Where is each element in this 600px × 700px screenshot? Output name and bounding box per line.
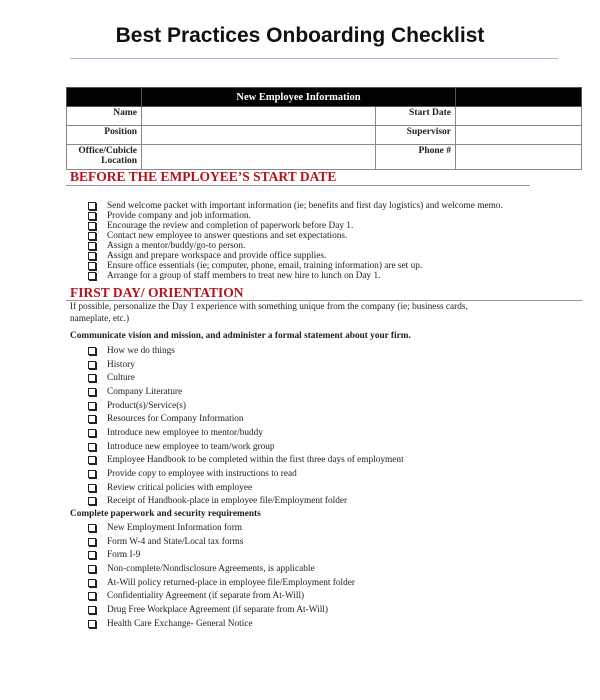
checklist-item-label: Employee Handbook to be completed within the first three days of employment	[107, 455, 404, 466]
checklist-item	[88, 426, 404, 440]
checklist-item-label: Review critical policies with employee	[107, 482, 253, 493]
checklist-item	[88, 617, 355, 631]
checklist-item	[88, 251, 503, 261]
checklist-item-label: Resources for Company Information	[107, 414, 244, 425]
page-title: Best Practices Onboarding Checklist	[115, 24, 485, 47]
checklist-item-label: Form I-9	[107, 550, 141, 561]
communicate-list	[88, 344, 404, 508]
checklist-item-label: Product(s)/Service(s)	[107, 400, 187, 411]
supervisor-field[interactable]	[456, 126, 582, 145]
checkbox-icon[interactable]	[88, 620, 96, 628]
first-day-heading: FIRST DAY/ ORIENTATION	[70, 285, 244, 300]
checklist-item	[88, 221, 503, 231]
checklist-item	[88, 440, 404, 454]
checklist-item-label: History	[107, 359, 135, 370]
checklist-item	[88, 385, 404, 399]
position-label: Position	[67, 126, 142, 145]
first-day-intro: If possible, personalize the Day 1 experience with something unique from the company (ie; business cards, nameplate, etc.)	[70, 302, 468, 324]
title-divider	[70, 58, 558, 59]
checkbox-icon[interactable]	[88, 443, 96, 451]
checklist-item	[88, 521, 355, 535]
checklist-item	[88, 231, 503, 241]
checkbox-icon[interactable]	[88, 524, 96, 532]
checklist-item-label: Provide copy to employee with instructions to read	[107, 469, 297, 480]
checkbox-icon[interactable]	[88, 606, 96, 614]
section-divider	[66, 185, 530, 186]
checklist-item-label: Receipt of Handbook-place in employee file/Employment folder	[107, 496, 348, 507]
checklist-item	[88, 535, 355, 549]
checklist-item	[88, 589, 355, 603]
before-start-heading: BEFORE THE EMPLOYEE’S START DATE	[70, 169, 337, 184]
checklist-item	[88, 481, 404, 495]
checkbox-icon[interactable]	[88, 232, 96, 240]
checkbox-icon[interactable]	[88, 429, 96, 437]
before-start-list	[88, 201, 503, 281]
checklist-item	[88, 562, 355, 576]
checklist-item-label: Assign and prepare workspace and provide office supplies.	[107, 251, 327, 261]
checkbox-icon[interactable]	[88, 456, 96, 464]
checklist-item	[88, 261, 503, 271]
checklist-item-label: Arrange for a group of staff members to treat new hire to lunch on Day 1.	[107, 271, 381, 281]
checklist-item	[88, 576, 355, 590]
checkbox-icon[interactable]	[88, 252, 96, 260]
checklist-item-label: Drug Free Workplace Agreement (if separate from At-Will)	[107, 604, 328, 615]
checkbox-icon[interactable]	[88, 388, 96, 396]
checklist-item-label: Company Literature	[107, 386, 183, 397]
checklist-item-label: Encourage the review and completion of paperwork before Day 1.	[107, 221, 354, 231]
office-field[interactable]	[142, 145, 376, 170]
checkbox-icon[interactable]	[88, 551, 96, 559]
checkbox-icon[interactable]	[88, 262, 96, 270]
checklist-item-label: Introduce new employee to team/work group	[107, 441, 275, 452]
checkbox-icon[interactable]	[88, 497, 96, 505]
paperwork-label: Complete paperwork and security requirements	[70, 509, 261, 519]
checklist-item-label: Form W-4 and State/Local tax forms	[107, 536, 244, 547]
checkbox-icon[interactable]	[88, 565, 96, 573]
checklist-item-label: Send welcome packet with important information (ie; benefits and first day logistics) and welcome memo.	[107, 201, 503, 211]
start-date-field[interactable]	[456, 107, 582, 126]
checkbox-icon[interactable]	[88, 579, 96, 587]
employee-info-table	[66, 87, 582, 170]
checklist-item	[88, 271, 503, 281]
checkbox-icon[interactable]	[88, 202, 96, 210]
checklist-item	[88, 603, 355, 617]
checklist-item	[88, 201, 503, 211]
table-header: New Employee Information	[142, 88, 456, 107]
checklist-item-label: Provide company and job information.	[107, 211, 251, 221]
checklist-item-label: Assign a mentor/buddy/go-to person.	[107, 241, 246, 251]
checklist-item-label: New Employment Information form	[107, 522, 243, 533]
checklist-item-label: Ensure office essentials (ie; computer, phone, email, training information) are set up.	[107, 261, 423, 271]
checkbox-icon[interactable]	[88, 347, 96, 355]
checkbox-icon[interactable]	[88, 222, 96, 230]
checklist-item-label: Non-complete/Nondisclosure Agreements, is applicable	[107, 563, 315, 574]
checkbox-icon[interactable]	[88, 402, 96, 410]
name-field[interactable]	[142, 107, 376, 126]
checklist-item	[88, 467, 404, 481]
position-field[interactable]	[142, 126, 376, 145]
checkbox-icon[interactable]	[88, 484, 96, 492]
checklist-item-label: Confidentiality Agreement (if separate from At-Will)	[107, 591, 305, 602]
checkbox-icon[interactable]	[88, 212, 96, 220]
paperwork-list	[88, 521, 355, 631]
checkbox-icon[interactable]	[88, 242, 96, 250]
name-label: Name	[67, 107, 142, 126]
checkbox-icon[interactable]	[88, 415, 96, 423]
office-label: Office/Cubicle Location	[67, 145, 142, 170]
communicate-label: Communicate vision and mission, and administer a formal statement about your firm.	[70, 331, 411, 341]
checklist-item	[88, 211, 503, 221]
checklist-item-label: At-Will policy returned-place in employee file/Employment folder	[107, 577, 355, 588]
checklist-item-label: Culture	[107, 373, 135, 384]
checkbox-icon[interactable]	[88, 592, 96, 600]
checklist-item	[88, 358, 404, 372]
checklist-item-label: How we do things	[107, 345, 175, 356]
checkbox-icon[interactable]	[88, 374, 96, 382]
checklist-item	[88, 241, 503, 251]
checklist-item	[88, 454, 404, 468]
checklist-item	[88, 344, 404, 358]
checklist-item-label: Introduce new employee to mentor/buddy	[107, 427, 263, 438]
checklist-item	[88, 399, 404, 413]
checkbox-icon[interactable]	[88, 470, 96, 478]
checkbox-icon[interactable]	[88, 538, 96, 546]
checklist-item	[88, 412, 404, 426]
checkbox-icon[interactable]	[88, 361, 96, 369]
checklist-item	[88, 495, 404, 509]
checklist-item-label: Contact new employee to answer questions and set expectations.	[107, 231, 348, 241]
checkbox-icon[interactable]	[88, 272, 96, 280]
checklist-item	[88, 371, 404, 385]
phone-label: Phone #	[376, 145, 456, 170]
phone-field[interactable]	[456, 145, 582, 170]
checklist-item-label: Health Care Exchange- General Notice	[107, 618, 253, 629]
start-date-label: Start Date	[376, 107, 456, 126]
checklist-item	[88, 548, 355, 562]
supervisor-label: Supervisor	[376, 126, 456, 145]
